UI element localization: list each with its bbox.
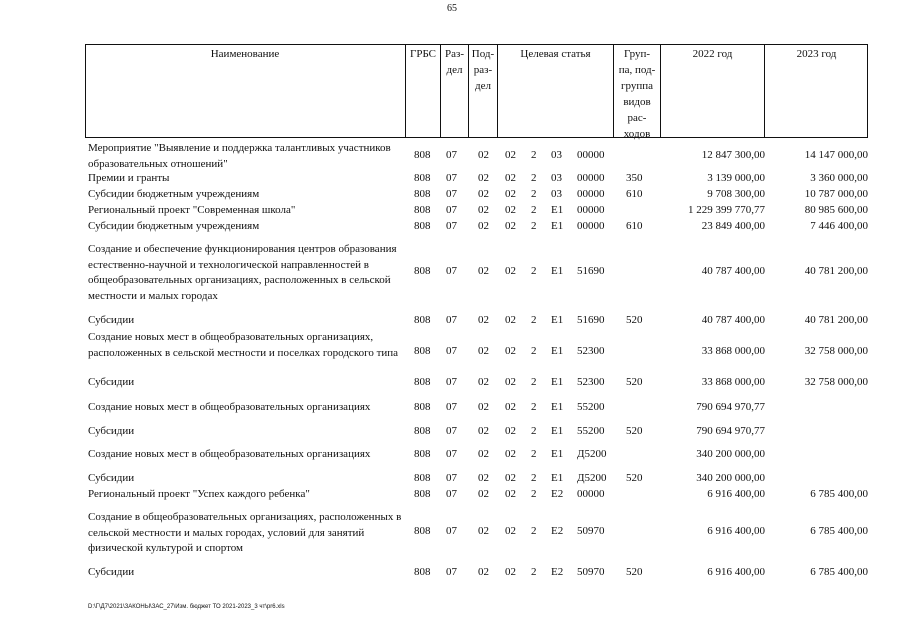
- cell-rz: 07: [446, 204, 457, 216]
- header-target: [498, 44, 614, 138]
- cell-t3: E1: [551, 472, 564, 484]
- cell-rz: 07: [446, 425, 457, 437]
- cell-t3: E1: [551, 345, 564, 357]
- cell-grbs: 808: [414, 425, 431, 437]
- header-name: [85, 44, 406, 138]
- cell-pr: 02: [478, 472, 489, 484]
- cell-rz: 07: [446, 401, 457, 413]
- cell-pr: 02: [478, 488, 489, 500]
- row-name: Премии и гранты: [88, 172, 170, 184]
- row-name: Субсидии: [88, 314, 135, 326]
- cell-y2022: 340 200 000,00: [696, 448, 765, 460]
- cell-grbs: 808: [414, 472, 431, 484]
- cell-t4: 00000: [577, 488, 605, 500]
- cell-t4: Д5200: [577, 472, 607, 484]
- cell-t4: 00000: [577, 188, 605, 200]
- cell-t1: 02: [505, 149, 516, 161]
- cell-rz: 07: [446, 472, 457, 484]
- header-2022: [661, 44, 765, 138]
- cell-t2: 2: [531, 525, 537, 537]
- cell-t1: 02: [505, 566, 516, 578]
- cell-grbs: 808: [414, 149, 431, 161]
- cell-y2022: 6 916 400,00: [707, 488, 765, 500]
- cell-t4: 55200: [577, 401, 605, 413]
- cell-pr: 02: [478, 448, 489, 460]
- cell-pr: 02: [478, 566, 489, 578]
- cell-t4: 55200: [577, 425, 605, 437]
- cell-y2023: 40 781 200,00: [804, 314, 868, 326]
- header-podrazdel-label: Под- раз- дел: [471, 48, 495, 92]
- header-vr: [614, 44, 661, 138]
- cell-grbs: 808: [414, 220, 431, 232]
- cell-vr: 520: [626, 425, 643, 437]
- cell-t1: 02: [505, 472, 516, 484]
- cell-y2023: 40 781 200,00: [804, 265, 868, 277]
- cell-t4: 52300: [577, 376, 605, 388]
- header-2023-label: 2023 год: [796, 48, 837, 60]
- cell-t1: 02: [505, 525, 516, 537]
- cell-vr: 520: [626, 314, 643, 326]
- cell-rz: 07: [446, 172, 457, 184]
- cell-t3: E1: [551, 425, 564, 437]
- cell-t2: 2: [531, 448, 537, 460]
- cell-t1: 02: [505, 401, 516, 413]
- cell-rz: 07: [446, 488, 457, 500]
- cell-grbs: 808: [414, 265, 431, 277]
- row-name: Региональный проект "Успех каждого ребенка": [88, 488, 310, 500]
- cell-t4: 00000: [577, 149, 605, 161]
- cell-t1: 02: [505, 314, 516, 326]
- row-name: Субсидии бюджетным учреждениям: [88, 188, 260, 200]
- cell-rz: 07: [446, 188, 457, 200]
- cell-t1: 02: [505, 345, 516, 357]
- header-razdel-label: Раз- дел: [444, 48, 464, 76]
- cell-rz: 07: [446, 525, 457, 537]
- row-name: Субсидии: [88, 566, 135, 578]
- cell-pr: 02: [478, 149, 489, 161]
- cell-y2023: 6 785 400,00: [810, 488, 868, 500]
- cell-t1: 02: [505, 376, 516, 388]
- cell-pr: 02: [478, 525, 489, 537]
- cell-t3: 03: [551, 188, 562, 200]
- cell-t4: Д5200: [577, 448, 607, 460]
- header-name-label: Наименование: [210, 48, 280, 60]
- cell-grbs: 808: [414, 401, 431, 413]
- cell-vr: 610: [626, 220, 643, 232]
- cell-y2023: 80 985 600,00: [804, 204, 868, 216]
- cell-pr: 02: [478, 204, 489, 216]
- cell-rz: 07: [446, 314, 457, 326]
- header-grbs-label: ГРБС: [409, 48, 437, 60]
- row-name: Создание новых мест в общеобразовательных организациях, расположенных в сельской местности и поселках городского типа: [88, 331, 399, 359]
- cell-y2022: 790 694 970,77: [696, 425, 765, 437]
- cell-grbs: 808: [414, 172, 431, 184]
- cell-t3: E1: [551, 220, 564, 232]
- cell-y2023: 3 360 000,00: [810, 172, 868, 184]
- cell-y2022: 340 200 000,00: [696, 472, 765, 484]
- cell-t1: 02: [505, 488, 516, 500]
- cell-vr: 610: [626, 188, 643, 200]
- cell-y2023: 32 758 000,00: [804, 345, 868, 357]
- row-name: Региональный проект "Современная школа": [88, 204, 296, 216]
- cell-t2: 2: [531, 488, 537, 500]
- row-name: Создание новых мест в общеобразовательных организациях: [88, 448, 371, 460]
- cell-pr: 02: [478, 220, 489, 232]
- cell-t3: E2: [551, 566, 564, 578]
- cell-grbs: 808: [414, 204, 431, 216]
- cell-t3: E2: [551, 525, 564, 537]
- cell-rz: 07: [446, 566, 457, 578]
- cell-t1: 02: [505, 220, 516, 232]
- cell-t2: 2: [531, 220, 537, 232]
- cell-y2022: 1 229 399 770,77: [688, 204, 765, 216]
- cell-grbs: 808: [414, 345, 431, 357]
- cell-y2022: 40 787 400,00: [701, 265, 765, 277]
- cell-rz: 07: [446, 345, 457, 357]
- cell-t3: E1: [551, 401, 564, 413]
- cell-rz: 07: [446, 149, 457, 161]
- cell-t4: 50970: [577, 525, 605, 537]
- header-vr-label: Груп- па, под- группа видов рас- ходов: [618, 48, 656, 140]
- cell-t1: 02: [505, 204, 516, 216]
- cell-pr: 02: [478, 401, 489, 413]
- cell-vr: 520: [626, 376, 643, 388]
- cell-t2: 2: [531, 314, 537, 326]
- cell-pr: 02: [478, 265, 489, 277]
- cell-grbs: 808: [414, 525, 431, 537]
- cell-pr: 02: [478, 425, 489, 437]
- cell-t1: 02: [505, 448, 516, 460]
- row-name: Субсидии: [88, 472, 135, 484]
- cell-y2023: 32 758 000,00: [804, 376, 868, 388]
- cell-vr: 520: [626, 472, 643, 484]
- cell-pr: 02: [478, 345, 489, 357]
- row-name: Мероприятие "Выявление и поддержка талантливых участников образовательных отношений": [88, 142, 391, 170]
- cell-t2: 2: [531, 149, 537, 161]
- row-name: Субсидии: [88, 425, 135, 437]
- cell-pr: 02: [478, 376, 489, 388]
- cell-y2023: 6 785 400,00: [810, 525, 868, 537]
- cell-t4: 51690: [577, 314, 605, 326]
- cell-t3: E1: [551, 448, 564, 460]
- cell-y2023: 6 785 400,00: [810, 566, 868, 578]
- cell-t3: E2: [551, 488, 564, 500]
- cell-t4: 51690: [577, 265, 605, 277]
- cell-t2: 2: [531, 345, 537, 357]
- cell-t2: 2: [531, 376, 537, 388]
- cell-pr: 02: [478, 314, 489, 326]
- cell-t3: E1: [551, 376, 564, 388]
- row-name: Создание в общеобразовательных организациях, расположенных в сельской местности и малых городах, условий для занятий физической культурой и спортом: [88, 511, 402, 554]
- cell-grbs: 808: [414, 566, 431, 578]
- cell-grbs: 808: [414, 314, 431, 326]
- cell-rz: 07: [446, 376, 457, 388]
- cell-t1: 02: [505, 425, 516, 437]
- cell-y2022: 6 916 400,00: [707, 525, 765, 537]
- header-grbs: [406, 44, 441, 138]
- header-podrazdel: [469, 44, 498, 138]
- cell-t1: 02: [505, 265, 516, 277]
- header-razdel: [441, 44, 469, 138]
- cell-t4: 52300: [577, 345, 605, 357]
- cell-y2023: 7 446 400,00: [810, 220, 868, 232]
- cell-t2: 2: [531, 472, 537, 484]
- cell-t3: 03: [551, 172, 562, 184]
- header-target-label: Целевая статья: [520, 48, 591, 60]
- cell-t4: 00000: [577, 204, 605, 216]
- cell-vr: 350: [626, 172, 643, 184]
- cell-t2: 2: [531, 204, 537, 216]
- cell-t2: 2: [531, 265, 537, 277]
- cell-t1: 02: [505, 172, 516, 184]
- cell-t2: 2: [531, 566, 537, 578]
- cell-grbs: 808: [414, 376, 431, 388]
- cell-y2022: 33 868 000,00: [701, 376, 765, 388]
- header-2023: [765, 44, 868, 138]
- row-name: Субсидии: [88, 376, 135, 388]
- file-path-footer: D:\Г\Д7\2021\ЗАКОНЫ\ЗАС_27\Изм. бюджет ТО 2021-2023_3 чт\pr6.xls: [88, 604, 285, 610]
- cell-t2: 2: [531, 401, 537, 413]
- cell-y2022: 40 787 400,00: [701, 314, 765, 326]
- row-name: Создание новых мест в общеобразовательных организациях: [88, 401, 371, 413]
- page-number: 65: [447, 3, 457, 14]
- cell-y2022: 12 847 300,00: [701, 149, 765, 161]
- cell-t2: 2: [531, 172, 537, 184]
- cell-y2022: 6 916 400,00: [707, 566, 765, 578]
- cell-rz: 07: [446, 448, 457, 460]
- cell-t4: 00000: [577, 220, 605, 232]
- header-2022-label: 2022 год: [692, 48, 733, 60]
- cell-t3: 03: [551, 149, 562, 161]
- cell-y2022: 23 849 400,00: [701, 220, 765, 232]
- cell-t4: 50970: [577, 566, 605, 578]
- cell-vr: 520: [626, 566, 643, 578]
- cell-t2: 2: [531, 188, 537, 200]
- cell-pr: 02: [478, 172, 489, 184]
- cell-pr: 02: [478, 188, 489, 200]
- cell-t1: 02: [505, 188, 516, 200]
- cell-grbs: 808: [414, 448, 431, 460]
- cell-t3: E1: [551, 265, 564, 277]
- row-name: Создание и обеспечение функционирования центров образования естественно-научной и технологической направленностей в общеобразовательных организациях, расположенных в сельской местности и малых городах: [88, 243, 397, 302]
- cell-y2023: 14 147 000,00: [804, 149, 868, 161]
- cell-t3: E1: [551, 204, 564, 216]
- cell-y2022: 790 694 970,77: [696, 401, 765, 413]
- cell-t2: 2: [531, 425, 537, 437]
- cell-t3: E1: [551, 314, 564, 326]
- cell-y2022: 9 708 300,00: [707, 188, 765, 200]
- cell-grbs: 808: [414, 188, 431, 200]
- cell-y2022: 33 868 000,00: [701, 345, 765, 357]
- cell-grbs: 808: [414, 488, 431, 500]
- row-name: Субсидии бюджетным учреждениям: [88, 220, 260, 232]
- cell-y2023: 10 787 000,00: [804, 188, 868, 200]
- cell-t4: 00000: [577, 172, 605, 184]
- cell-y2022: 3 139 000,00: [707, 172, 765, 184]
- cell-rz: 07: [446, 265, 457, 277]
- cell-rz: 07: [446, 220, 457, 232]
